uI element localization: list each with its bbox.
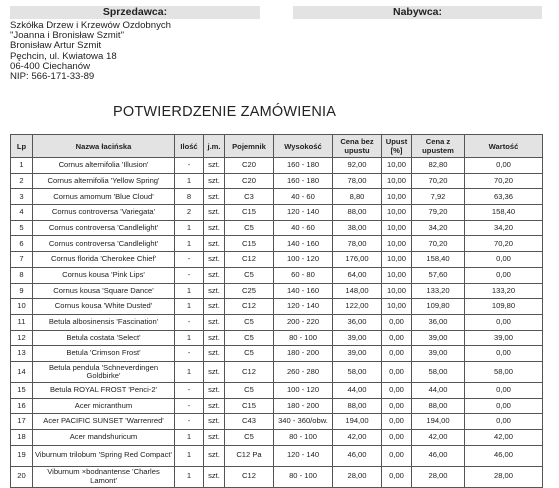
seller-header: Sprzedawca: — [10, 6, 260, 19]
table-cell: C5 — [225, 382, 274, 398]
table-cell: 109,80 — [412, 299, 465, 315]
table-row — [11, 466, 543, 487]
table-cell: 1 — [175, 220, 204, 236]
table-cell: szt. — [204, 361, 225, 382]
table-cell: 2 — [175, 205, 204, 221]
table-cell: 0,00 — [382, 330, 412, 346]
table-cell: 0,00 — [382, 382, 412, 398]
table-cell: 0,00 — [382, 414, 412, 430]
table-row — [11, 398, 543, 414]
table-cell: 80 - 100 — [274, 430, 333, 446]
seller-line: Bronisław Artur Szmit — [10, 40, 102, 52]
table-cell: 6 — [11, 236, 33, 252]
table-cell: 1 — [175, 361, 204, 382]
table-cell: szt. — [204, 236, 225, 252]
table-cell: szt. — [204, 252, 225, 268]
table-cell: C5 — [225, 430, 274, 446]
table-cell: 19 — [11, 445, 33, 466]
table-cell: 10,00 — [382, 158, 412, 174]
seller-line: "Joanna i Bronisław Szmit" — [10, 30, 124, 42]
column-header: Pojemnik — [225, 135, 274, 158]
table-cell: 7 — [11, 252, 33, 268]
document-title: POTWIERDZENIE ZAMÓWIENIA — [113, 104, 337, 120]
table-cell: 140 - 160 — [274, 283, 333, 299]
table-row — [11, 330, 543, 346]
table-cell: Cornus controversa 'Variegata' — [33, 205, 175, 221]
table-cell: C12 — [225, 252, 274, 268]
table-cell: szt. — [204, 330, 225, 346]
table-cell: C3 — [225, 189, 274, 205]
table-cell: 28,00 — [333, 466, 382, 487]
table-cell: 82,80 — [412, 158, 465, 174]
table-cell: 180 - 200 — [274, 398, 333, 414]
table-cell: 100 - 120 — [274, 252, 333, 268]
table-cell: 1 — [175, 466, 204, 487]
table-body — [11, 158, 543, 488]
table-cell: 39,00 — [333, 346, 382, 362]
table-cell: 36,00 — [333, 314, 382, 330]
table-cell: 200 - 220 — [274, 314, 333, 330]
table-cell: Betula costata 'Select' — [33, 330, 175, 346]
table-cell: szt. — [204, 382, 225, 398]
table-cell: 9 — [11, 283, 33, 299]
table-cell: Betula 'Crimson Frost' — [33, 346, 175, 362]
table-row — [11, 430, 543, 446]
table-cell: - — [175, 267, 204, 283]
table-cell: szt. — [204, 314, 225, 330]
table-cell: 10,00 — [382, 236, 412, 252]
table-cell: szt. — [204, 173, 225, 189]
table-cell: 13 — [11, 346, 33, 362]
table-cell: 133,20 — [465, 283, 543, 299]
table-cell: 10,00 — [382, 220, 412, 236]
table-row — [11, 414, 543, 430]
table-cell: 39,00 — [333, 330, 382, 346]
table-cell: 11 — [11, 314, 33, 330]
table-cell: 80 - 100 — [274, 466, 333, 487]
table-cell: 0,00 — [465, 398, 543, 414]
table-row — [11, 346, 543, 362]
column-header: Lp — [11, 135, 33, 158]
table-cell: 88,00 — [412, 398, 465, 414]
table-cell: 40 - 60 — [274, 189, 333, 205]
table-cell: C5 — [225, 267, 274, 283]
table-cell: szt. — [204, 346, 225, 362]
table-cell: 78,00 — [333, 236, 382, 252]
table-cell: 28,00 — [412, 466, 465, 487]
table-cell: 120 - 140 — [274, 299, 333, 315]
table-cell: 340 - 360/obw. — [274, 414, 333, 430]
table-cell: Acer micranthum — [33, 398, 175, 414]
table-cell: 63,36 — [465, 189, 543, 205]
table-cell: 42,00 — [333, 430, 382, 446]
table-cell: 60 - 80 — [274, 267, 333, 283]
table-cell: C15 — [225, 205, 274, 221]
table-row — [11, 173, 543, 189]
table-cell: Cornus controversa 'Candlelight' — [33, 220, 175, 236]
table-cell: 148,00 — [333, 283, 382, 299]
table-header-row — [11, 135, 543, 158]
table-cell: 10,00 — [382, 189, 412, 205]
table-cell: szt. — [204, 267, 225, 283]
table-cell: Cornus controversa 'Candlelight' — [33, 236, 175, 252]
table-cell: 133,20 — [412, 283, 465, 299]
table-cell: 40 - 60 — [274, 220, 333, 236]
table-cell: C12 — [225, 299, 274, 315]
table-cell: Betula pendula 'Schneverdingen Goldbirke' — [33, 361, 175, 382]
table-cell: - — [175, 382, 204, 398]
table-cell: 58,00 — [333, 361, 382, 382]
table-cell: 58,00 — [465, 361, 543, 382]
table-cell: 10 — [11, 299, 33, 315]
table-cell: Cornus kousa 'Pink Lips' — [33, 267, 175, 283]
table-cell: 70,20 — [465, 173, 543, 189]
table-cell: 1 — [175, 236, 204, 252]
table-cell: 42,00 — [412, 430, 465, 446]
table-row — [11, 236, 543, 252]
column-header: Nazwa łacińska — [33, 135, 175, 158]
table-cell: 1 — [175, 173, 204, 189]
table-cell: 0,00 — [465, 414, 543, 430]
column-header: Ilość — [175, 135, 204, 158]
table-cell: C20 — [225, 158, 274, 174]
table-cell: szt. — [204, 205, 225, 221]
table-cell: 194,00 — [412, 414, 465, 430]
table-cell: C12 Pa — [225, 445, 274, 466]
table-cell: 0,00 — [465, 314, 543, 330]
table-cell: 1 — [175, 330, 204, 346]
table-cell: C25 — [225, 283, 274, 299]
table-cell: C15 — [225, 398, 274, 414]
table-cell: 180 - 200 — [274, 346, 333, 362]
table-cell: Cornus amomum 'Blue Cloud' — [33, 189, 175, 205]
table-cell: 88,00 — [333, 205, 382, 221]
table-cell: 58,00 — [412, 361, 465, 382]
table-cell: 46,00 — [412, 445, 465, 466]
table-cell: 79,20 — [412, 205, 465, 221]
table-cell: szt. — [204, 414, 225, 430]
table-row — [11, 445, 543, 466]
table-cell: szt. — [204, 430, 225, 446]
table-cell: 16 — [11, 398, 33, 414]
table-cell: 15 — [11, 382, 33, 398]
table-cell: - — [175, 158, 204, 174]
table-cell: 0,00 — [382, 430, 412, 446]
table-cell: 8,80 — [333, 189, 382, 205]
table-cell: 0,00 — [465, 158, 543, 174]
table-cell: 160 - 180 — [274, 173, 333, 189]
table-cell: C15 — [225, 236, 274, 252]
table-cell: 3 — [11, 189, 33, 205]
seller-line: Pęchcin, ul. Kwiatowa 18 — [10, 50, 117, 62]
table-cell: 0,00 — [465, 267, 543, 283]
table-cell: 34,20 — [465, 220, 543, 236]
table-cell: 8 — [11, 267, 33, 283]
table-cell: 10,00 — [382, 299, 412, 315]
table-cell: szt. — [204, 220, 225, 236]
table-cell: 0,00 — [382, 314, 412, 330]
buyer-header: Nabywca: — [293, 6, 542, 19]
table-cell: Betula albosinensis 'Fascination' — [33, 314, 175, 330]
table-cell: 42,00 — [465, 430, 543, 446]
table-cell: C12 — [225, 361, 274, 382]
table-cell: szt. — [204, 189, 225, 205]
table-cell: 0,00 — [465, 252, 543, 268]
table-cell: 80 - 100 — [274, 330, 333, 346]
table-cell: szt. — [204, 299, 225, 315]
table-row — [11, 314, 543, 330]
table-cell: 36,00 — [412, 314, 465, 330]
table-cell: 34,20 — [412, 220, 465, 236]
table-cell: Acer PACIFIC SUNSET 'Warrenred' — [33, 414, 175, 430]
table-cell: 0,00 — [382, 346, 412, 362]
table-cell: 39,00 — [412, 330, 465, 346]
table-cell: 38,00 — [333, 220, 382, 236]
table-cell: 39,00 — [465, 330, 543, 346]
table-cell: 1 — [175, 445, 204, 466]
table-cell: - — [175, 346, 204, 362]
table-row — [11, 267, 543, 283]
table-cell: C20 — [225, 173, 274, 189]
table-cell: 4 — [11, 205, 33, 221]
table-cell: 0,00 — [382, 398, 412, 414]
table-cell: Cornus florida 'Cherokee Chief' — [33, 252, 175, 268]
table-cell: szt. — [204, 466, 225, 487]
table-cell: 176,00 — [333, 252, 382, 268]
table-cell: 17 — [11, 414, 33, 430]
table-cell: - — [175, 314, 204, 330]
table-cell: 0,00 — [465, 382, 543, 398]
table-row — [11, 205, 543, 221]
column-header: j.m. — [204, 135, 225, 158]
table-cell: 12 — [11, 330, 33, 346]
table-cell: 14 — [11, 361, 33, 382]
table-cell: 10,00 — [382, 173, 412, 189]
seller-line: NIP: 566-171-33-89 — [10, 71, 95, 83]
table-cell: - — [175, 252, 204, 268]
table-cell: Cornus alternifolia 'Yellow Spring' — [33, 173, 175, 189]
table-cell: C5 — [225, 330, 274, 346]
seller-line: 06-400 Ciechanów — [10, 60, 91, 72]
table-cell: 70,20 — [465, 236, 543, 252]
table-cell: 2 — [11, 173, 33, 189]
table-cell: Viburnum trilobum 'Spring Red Compact' — [33, 445, 175, 466]
table-cell: C5 — [225, 220, 274, 236]
table-cell: 39,00 — [412, 346, 465, 362]
table-cell: 7,92 — [412, 189, 465, 205]
table-row — [11, 189, 543, 205]
table-cell: 46,00 — [333, 445, 382, 466]
table-row — [11, 283, 543, 299]
table-row — [11, 252, 543, 268]
table-cell: 158,40 — [412, 252, 465, 268]
table-cell: 1 — [175, 283, 204, 299]
table-cell: szt. — [204, 398, 225, 414]
table-cell: 78,00 — [333, 173, 382, 189]
column-header: Upust [%] — [382, 135, 412, 158]
table-cell: 122,00 — [333, 299, 382, 315]
table-cell: 8 — [175, 189, 204, 205]
table-cell: 0,00 — [382, 361, 412, 382]
table-row — [11, 361, 543, 382]
table-cell: szt. — [204, 158, 225, 174]
column-header: Cena bez upustu — [333, 135, 382, 158]
table-cell: 1 — [11, 158, 33, 174]
table-cell: Cornus kousa 'White Dusted' — [33, 299, 175, 315]
table-cell: 18 — [11, 430, 33, 446]
column-header: Cena z upustem — [412, 135, 465, 158]
table-cell: 1 — [175, 430, 204, 446]
table-cell: 88,00 — [333, 398, 382, 414]
table-cell: 120 - 140 — [274, 445, 333, 466]
table-cell: C5 — [225, 346, 274, 362]
table-cell: 70,20 — [412, 173, 465, 189]
table-cell: C5 — [225, 314, 274, 330]
table-cell: 10,00 — [382, 205, 412, 221]
table-cell: 44,00 — [412, 382, 465, 398]
table-cell: Betula ROYAL FROST 'Penci-2' — [33, 382, 175, 398]
table-cell: 5 — [11, 220, 33, 236]
table-cell: 0,00 — [382, 466, 412, 487]
column-header: Wartość — [465, 135, 543, 158]
table-row — [11, 382, 543, 398]
table-cell: 0,00 — [382, 445, 412, 466]
order-table — [10, 134, 543, 488]
column-header: Wysokość — [274, 135, 333, 158]
table-cell: 64,00 — [333, 267, 382, 283]
table-cell: 109,80 — [465, 299, 543, 315]
table-row — [11, 299, 543, 315]
table-cell: Cornus kousa 'Square Dance' — [33, 283, 175, 299]
table-cell: 260 - 280 — [274, 361, 333, 382]
table-cell: 160 - 180 — [274, 158, 333, 174]
table-cell: 10,00 — [382, 283, 412, 299]
table-cell: 194,00 — [333, 414, 382, 430]
table-cell: szt. — [204, 445, 225, 466]
table-cell: 0,00 — [465, 346, 543, 362]
table-row — [11, 158, 543, 174]
table-cell: 70,20 — [412, 236, 465, 252]
table-cell: C12 — [225, 466, 274, 487]
table-cell: - — [175, 398, 204, 414]
table-cell: 46,00 — [465, 445, 543, 466]
table-cell: C43 — [225, 414, 274, 430]
table-cell: 140 - 160 — [274, 236, 333, 252]
table-cell: 10,00 — [382, 267, 412, 283]
table-cell: 1 — [175, 299, 204, 315]
table-row — [11, 220, 543, 236]
seller-line: Szkółka Drzew i Krzewów Ozdobnych — [10, 20, 172, 31]
table-cell: Viburnum ×bodnantense 'Charles Lamont' — [33, 466, 175, 487]
table-cell: 20 — [11, 466, 33, 487]
table-cell: 100 - 120 — [274, 382, 333, 398]
table-cell: 10,00 — [382, 252, 412, 268]
table-cell: 44,00 — [333, 382, 382, 398]
table-cell: 28,00 — [465, 466, 543, 487]
table-cell: Cornus alternifolia 'Illusion' — [33, 158, 175, 174]
table-cell: 92,00 — [333, 158, 382, 174]
table-cell: 57,60 — [412, 267, 465, 283]
seller-address — [10, 21, 171, 82]
table-cell: 120 - 140 — [274, 205, 333, 221]
table-cell: - — [175, 414, 204, 430]
table-cell: Acer mandshuricum — [33, 430, 175, 446]
table-cell: szt. — [204, 283, 225, 299]
table-cell: 158,40 — [465, 205, 543, 221]
